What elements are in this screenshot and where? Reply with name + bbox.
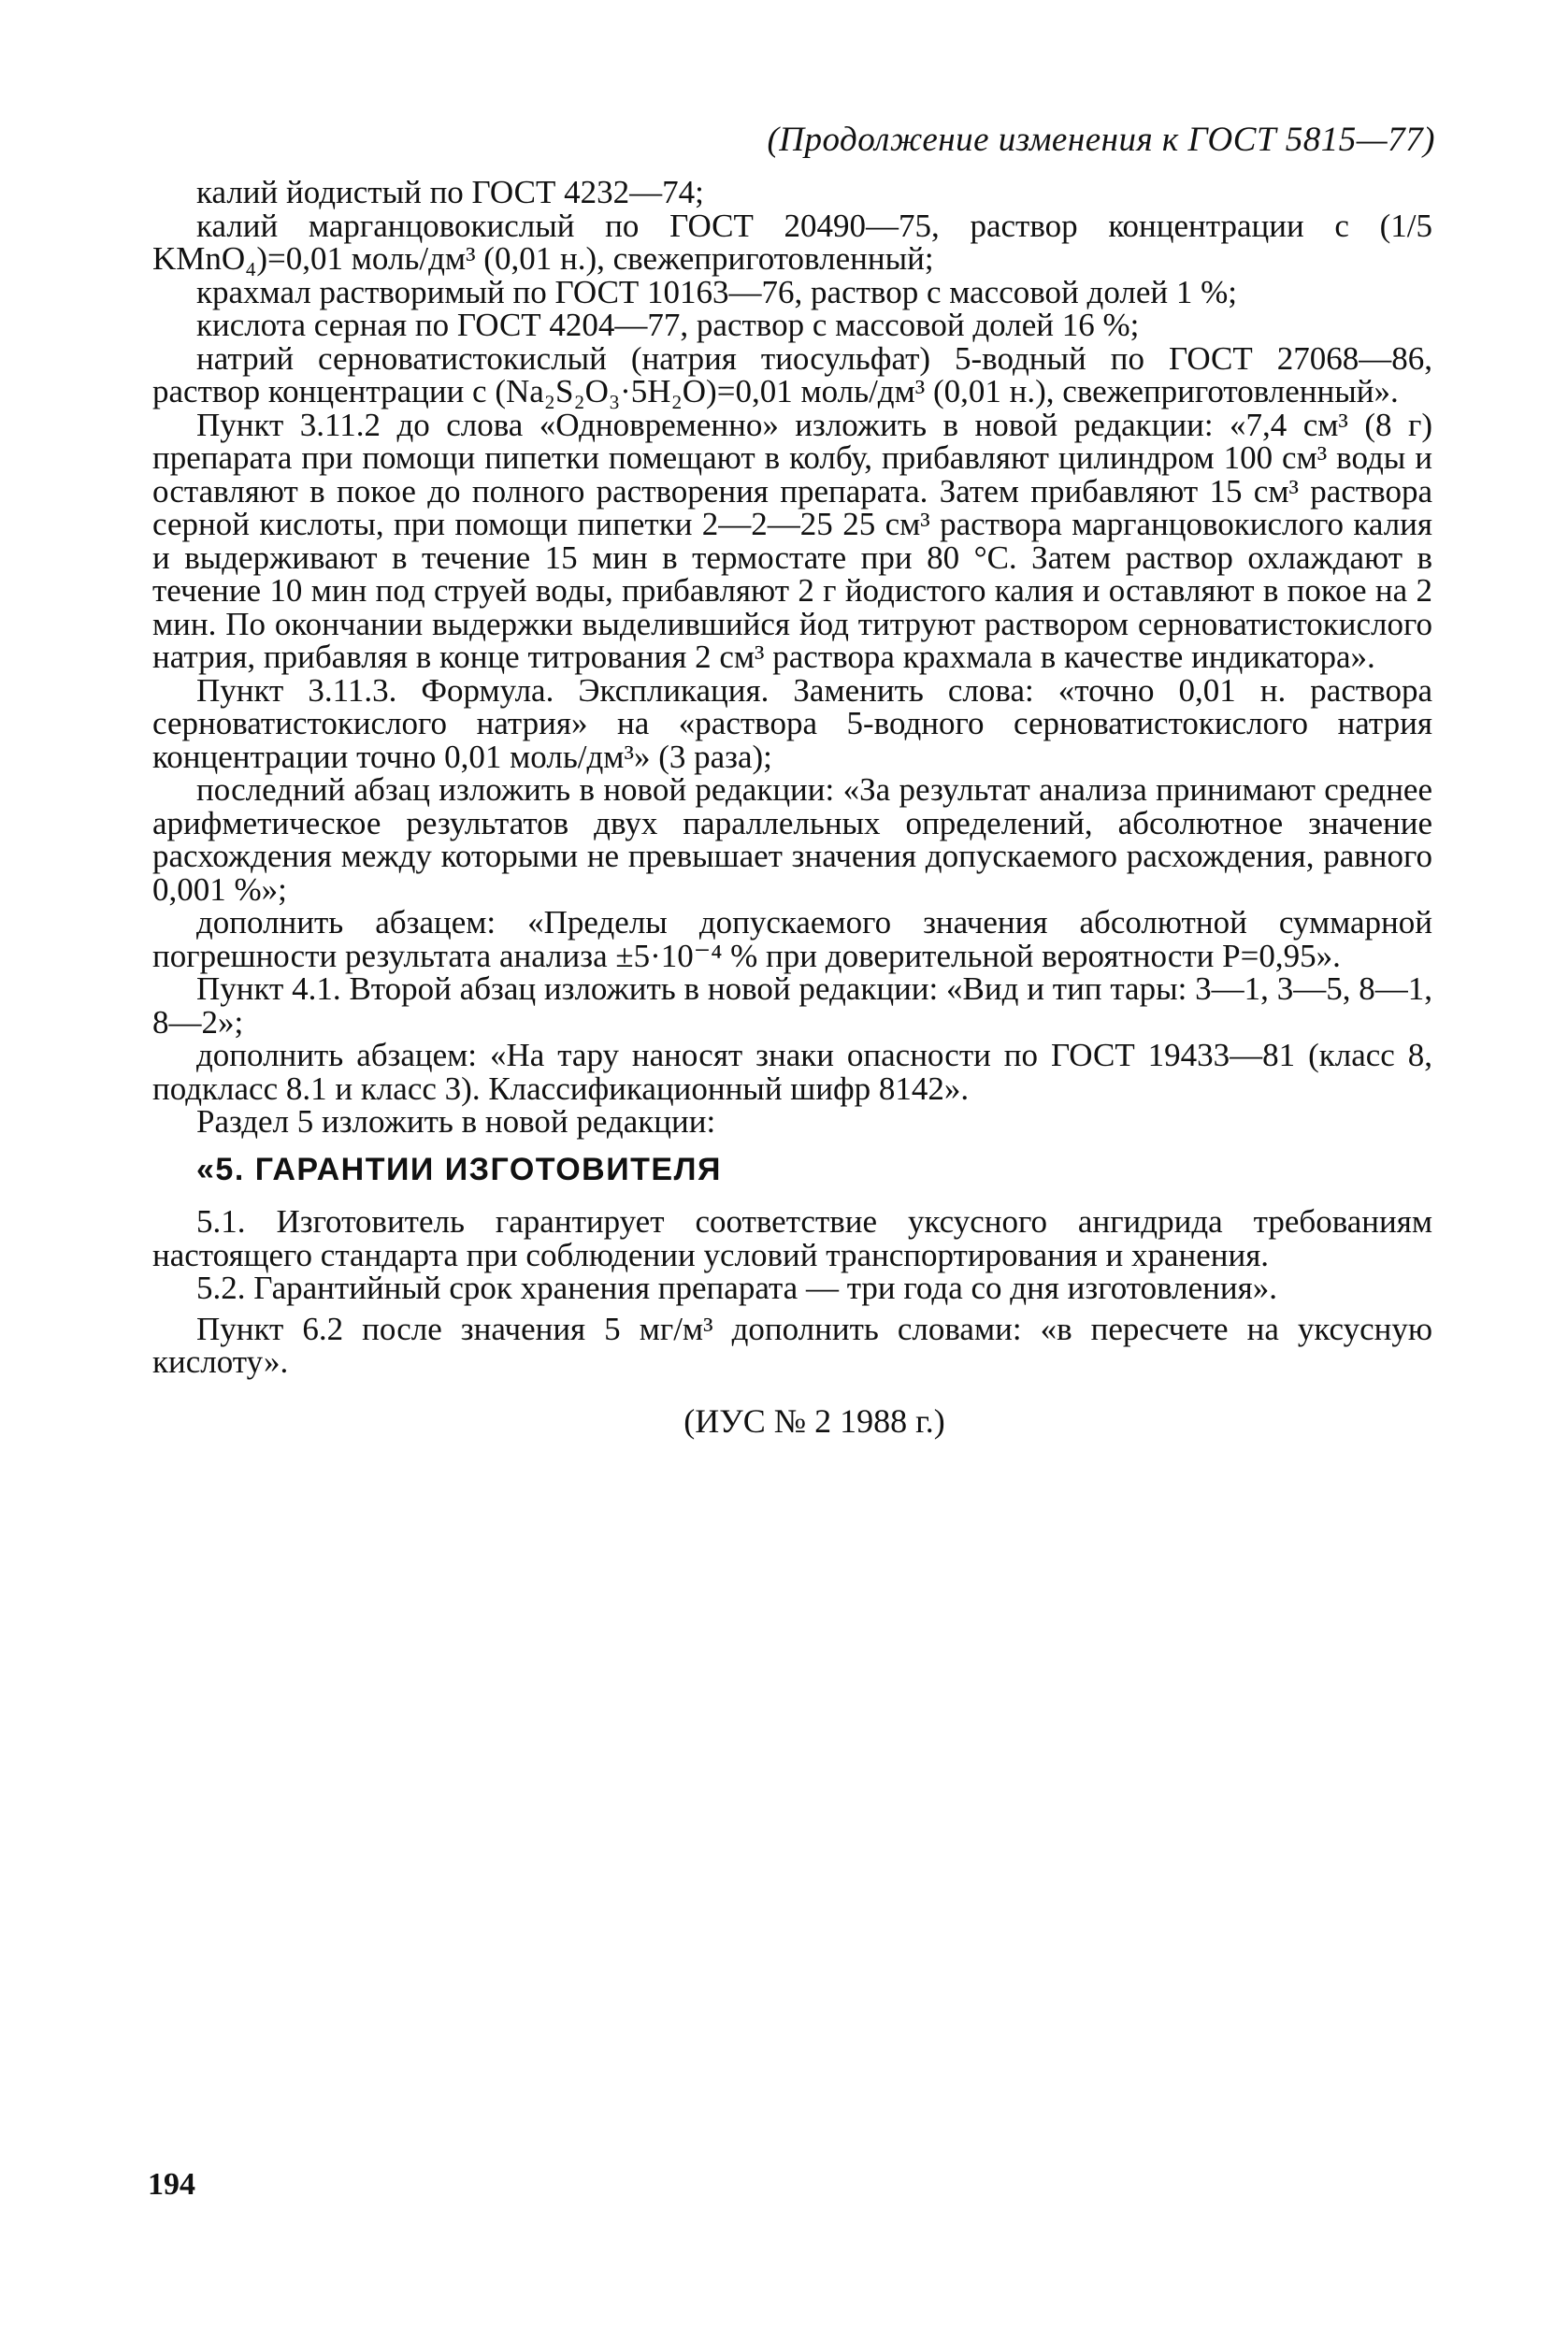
paragraph-supplement-hazard-signs: дополнить абзацем: «На тару наносят знаки опасности по ГОСТ 19433—81 (класс 8, подкласс 8.1 и класс 3). Классификационный шифр 8142». [152, 1037, 1432, 1107]
paragraph-reagent-potassium-permanganate: калий марганцовокислый по ГОСТ 20490—75, раствор концентрации c (1/5 KMnO₄)=0,01 моль/дм³ (0,01 н.), свежеприготовленный; [152, 207, 1432, 277]
paragraph-last-abzac: последний абзац изложить в новой редакции: «За результат анализа принимают среднее арифметическое результатов двух параллельных определений, абсолютное значение расхождения между которыми не превышает значения допускаемого расхождения, равного 0,001 %»; [152, 771, 1432, 908]
paragraph-reagent-potassium-iodide: калий йодистый по ГОСТ 4232—74; [196, 174, 704, 210]
paragraph-reagent-starch: крахмал растворимый по ГОСТ 10163—76, раствор с массовой долей 1 %; [196, 273, 1237, 310]
paragraph-clause-6-2: Пункт 6.2 после значения 5 мг/м³ дополнить словами: «в пересчете на уксусную кислоту». [152, 1310, 1432, 1380]
section-heading-manufacturer-guarantees: «5. ГАРАНТИИ ИЗГОТОВИТЕЛЯ [196, 1151, 722, 1187]
source-note: (ИУС № 2 1988 г.) [683, 1401, 945, 1440]
paragraph-clause-4-1: Пункт 4.1. Второй абзац изложить в новой редакции: «Вид и тип тары: 3—1, 3—5, 8—1, 8—2»; [152, 970, 1432, 1041]
document-body [152, 174, 1432, 1440]
paragraph-section-5-intro: Раздел 5 изложить в новой редакции: [196, 1103, 716, 1140]
paragraph-supplement-error-limits: дополнить абзацем: «Пределы допускаемого значения абсолютной суммарной погрешности результата анализа ±5·10⁻⁴ % при доверительной вероятности P=0,95». [152, 904, 1432, 974]
paragraph-reagent-sodium-thiosulfate: натрий серноватистокислый (натрия тиосульфат) 5-водный по ГОСТ 27068—86, раствор концентрации c (Na₂S₂O₃·5H₂O)=0,01 моль/дм³ (0,01 н.), свежеприготовленный». [152, 339, 1432, 409]
paragraph-item-5-2: 5.2. Гарантийный срок хранения препарата — три года со дня изготовления». [196, 1270, 1277, 1306]
paragraph-reagent-sulfuric-acid: кислота серная по ГОСТ 4204—77, раствор с массовой долей 16 %; [196, 307, 1140, 343]
page-number: 194 [148, 2167, 195, 2202]
running-header: (Продолжение изменения к ГОСТ 5815—77) [767, 121, 1435, 159]
paragraph-clause-3-11-3: Пункт 3.11.3. Формула. Экспликация. Заменить слова: «точно 0,01 н. раствора серноватистокислого натрия» на «раствора 5-водного серноватистокислого натрия концентрации точно 0,01 моль/дм³» (3 раза); [152, 671, 1432, 775]
paragraph-item-5-1: 5.1. Изготовитель гарантирует соответствие уксусного ангидрида требованиям настоящего стандарта при соблюдении условий транспортирования и хранения. [152, 1203, 1432, 1273]
paragraph-clause-3-11-2: Пункт 3.11.2 до слова «Одновременно» изложить в новой редакции: «7,4 см³ (8 г) препарата при помощи пипетки помещают в колбу, прибавляют цилиндром 100 см³ воды и оставляют в покое до полного растворения препарата. Затем прибавляют 15 см³ раствора серной кислоты, при помощи пипетки 2—2—25 25 см³ раствора марганцовокислого калия и выдерживают в течение 15 мин в термостате при 80 °С. Затем раствор охлаждают в течение 10 мин под струей воды, прибавляют 2 г йодистого калия и оставляют в покое на 2 мин. По окончании выдержки выделившийся йод титруют раствором серноватистокислого натрия, прибавляя в конце титрования 2 см³ раствора крахмала в качестве индикатора». [152, 406, 1432, 675]
